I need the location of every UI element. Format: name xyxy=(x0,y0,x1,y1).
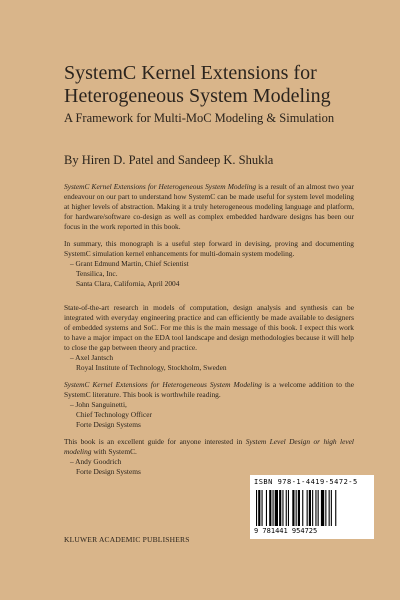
blurb-2: In summary, this monograph is a useful step forward in devising, proving and documenting SystemC simulation kernel enhancements for multi-domain system modeling. xyxy=(64,239,354,258)
blurbs-section xyxy=(64,182,354,477)
barcode-bar xyxy=(298,490,300,526)
barcode-bar xyxy=(318,490,319,526)
attribution-name: – Axel Jantsch xyxy=(70,353,114,362)
barcode-bar xyxy=(286,490,287,526)
barcode-bar xyxy=(296,490,297,526)
attribution-name: – John Sanguinetti, xyxy=(70,400,127,409)
barcode-bar xyxy=(262,490,263,526)
blurb-5-attribution xyxy=(64,457,354,477)
title-line-2: Heterogeneous System Modeling xyxy=(64,85,331,107)
barcode-bar xyxy=(273,490,274,526)
blurb-5-text-end: with SystemC. xyxy=(91,447,137,456)
blurb-2-attribution xyxy=(64,259,354,289)
publisher-name: KLUWER ACADEMIC PUBLISHERS xyxy=(64,535,190,544)
isbn-barcode xyxy=(250,475,374,539)
barcode-bar xyxy=(325,490,326,526)
barcode-bar xyxy=(307,490,308,526)
barcode-bar xyxy=(269,490,271,526)
barcode-bar xyxy=(312,490,313,526)
barcode-bar xyxy=(321,490,324,526)
attribution-org: Forte Design Systems xyxy=(76,420,141,429)
blurb-5-text-start: This book is an excellent guide for anyone interested in xyxy=(64,437,246,446)
blurb-3: State-of-the-art research in models of computation, design analysis and synthesis can be integrated with everyday engineering practice and can efficiently be made available to designers of embedded systems and SoC. For me this is the main message of this book. I expect this work to have a major impact on the EDA tool landscape and design methodologies because it will help to close the gap between theory and practice. xyxy=(64,303,354,352)
barcode-bar xyxy=(275,490,278,526)
barcode-bar xyxy=(292,490,294,526)
attribution-place: Santa Clara, California, April 2004 xyxy=(76,279,180,288)
barcode-bar xyxy=(256,490,257,526)
barcode-bars xyxy=(256,490,368,526)
barcode-bar xyxy=(329,490,330,526)
blurb-4-book-title: SystemC Kernel Extensions for Heterogeneous System Modeling xyxy=(64,380,262,389)
blurb-1-text: is a result of an almost two year endeavour on our part to understand how SystemC can be made useful for system level modeling at higher levels of abstraction. Making it a truly heterogeneous modeling language and platform, for hardware/software co-design as well as complex embedded hardware designs has been our focus in the work reported in this book. xyxy=(64,182,354,231)
barcode-bar xyxy=(335,490,336,526)
attribution-name: – Grant Edmund Martin, Chief Scientist xyxy=(70,259,189,268)
blurb-1-book-title: SystemC Kernel Extensions for Heterogeneous System Modeling xyxy=(64,182,257,191)
blurb-5 xyxy=(64,437,354,457)
barcode-bar xyxy=(282,490,283,526)
barcode-bar xyxy=(279,490,281,526)
blurb-4 xyxy=(64,380,354,400)
barcode-bar xyxy=(302,490,303,526)
attribution-name: – Andy Goodrich xyxy=(70,457,122,466)
blurb-1 xyxy=(64,182,354,232)
attribution-org: Forte Design Systems xyxy=(76,467,141,476)
blurb-3-attribution xyxy=(64,353,354,373)
barcode-bar xyxy=(288,490,289,526)
barcode-bar xyxy=(309,490,311,526)
title-line-1: SystemC Kernel Extensions for xyxy=(64,62,317,84)
barcode-bar xyxy=(331,490,332,526)
book-title xyxy=(64,62,384,108)
isbn-text: ISBN 978-1-4419-5472-5 xyxy=(254,478,358,486)
blurb-4-attribution xyxy=(64,400,354,430)
barcode-bar xyxy=(258,490,260,526)
barcode-digits: 9 781441 954725 xyxy=(254,527,318,535)
attribution-org: Royal Institute of Technology, Stockholm, Sweden xyxy=(76,363,227,372)
barcode-bar xyxy=(266,490,267,526)
blurb-4-text: is a welcome addition to the SystemC literature. This book is worthwhile reading. xyxy=(64,380,354,399)
barcode-bar xyxy=(315,490,316,526)
attribution-org: Tensilica, Inc. xyxy=(76,269,118,278)
book-authors: By Hiren D. Patel and Sandeep K. Shukla xyxy=(64,153,274,167)
book-subtitle: A Framework for Multi-MoC Modeling & Simulation xyxy=(64,111,335,125)
attribution-role: Chief Technology Officer xyxy=(76,410,152,419)
blurb-5-emphasis: System Level Design or high level modeling xyxy=(64,437,354,456)
